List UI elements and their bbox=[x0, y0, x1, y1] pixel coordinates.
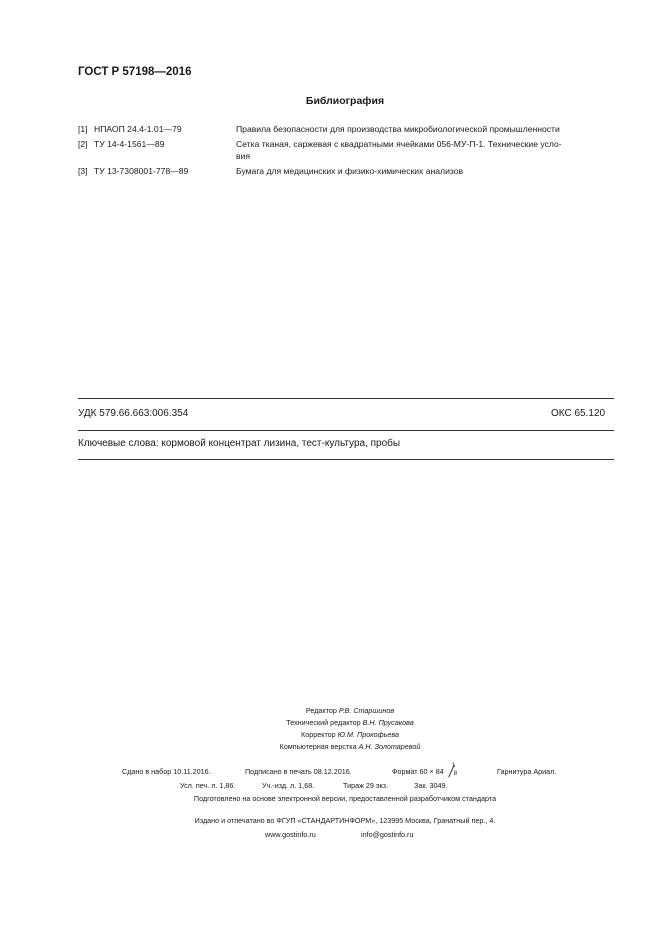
format-fraction bbox=[446, 767, 460, 777]
imprint-editor bbox=[200, 706, 500, 715]
imprint-publisher: Издано и отпечатано во ФГУП «СТАНДАРТИНФОРМ», 123995 Москва, Гранатный пер., 4. bbox=[194, 816, 496, 825]
imprint-tech-editor bbox=[200, 718, 500, 727]
bib-text-1: Правила безопасности для производства микробиологической промышленности bbox=[236, 124, 560, 134]
imprint-signed: Подписано в печать 08.12.2016. bbox=[245, 767, 352, 776]
imprint-typeface: Гарнитура Ариал. bbox=[497, 767, 557, 776]
tech-editor-name: В.Н. Прусакова bbox=[362, 718, 414, 727]
divider-middle bbox=[78, 430, 614, 431]
imprint-format bbox=[392, 767, 460, 777]
imprint-print-sheets: Усл. печ. л. 1,86. bbox=[180, 781, 236, 790]
divider-top bbox=[78, 398, 614, 399]
tech-editor-label: Технический редактор bbox=[286, 718, 361, 727]
layout-label: Компьютерная верстка bbox=[279, 742, 357, 751]
divider-bottom bbox=[78, 459, 614, 460]
imprint-pub-sheets: Уч.-изд. л. 1,68. bbox=[262, 781, 315, 790]
standard-number: ГОСТ Р 57198—2016 bbox=[78, 66, 192, 78]
oks-code: ОКС 65.120 bbox=[551, 408, 606, 419]
bib-num-3: [3] bbox=[78, 166, 88, 176]
bib-code-2: ТУ 14-4-1561—89 bbox=[94, 139, 165, 149]
imprint-circulation: Тираж 29 экз. bbox=[343, 781, 389, 790]
format-denominator: 8 bbox=[453, 771, 458, 778]
imprint-layout bbox=[200, 742, 500, 751]
publisher-email: info@gostinfo.ru bbox=[361, 830, 414, 839]
bib-num-1: [1] bbox=[78, 124, 88, 134]
udk-code: УДК 579.66.663:006.354 bbox=[78, 408, 189, 419]
bib-text-2-line-2: вия bbox=[236, 151, 251, 161]
bib-text-2-line-1: Сетка тканая, саржевая с квадратными ячейками 056-МУ-П-1. Технические усло- bbox=[236, 139, 562, 149]
publisher-website: www.gostinfo.ru bbox=[265, 830, 316, 839]
bib-code-3: ТУ 13-7308001-778—89 bbox=[94, 166, 189, 176]
bibliography-title: Библиография bbox=[305, 95, 385, 107]
layout-name: А.Н. Золотаревой bbox=[358, 742, 421, 751]
bib-num-2: [2] bbox=[78, 139, 88, 149]
editor-name: Р.В. Старшинов bbox=[338, 706, 395, 715]
editor-label: Редактор bbox=[305, 706, 337, 715]
imprint-order: Зак. 3049. bbox=[414, 781, 448, 790]
imprint-corrector bbox=[200, 730, 500, 739]
keywords: Ключевые слова: кормовой концентрат лизина, тест-культура, пробы bbox=[78, 438, 401, 449]
imprint-submitted: Сдано в набор 10.11.2016. bbox=[122, 767, 211, 776]
bib-code-1: НПАОП 24.4-1.01—79 bbox=[94, 124, 182, 134]
corrector-label: Корректор bbox=[301, 730, 336, 739]
format-label: Формат 60 × 84 bbox=[392, 767, 444, 776]
corrector-name: Ю.М. Прокофьева bbox=[337, 730, 399, 739]
imprint-prepared: Подготовлено на основе электронной версии, предоставленной разработчиком стандарта bbox=[193, 794, 497, 803]
bib-text-3: Бумага для медицинских и физико-химических анализов bbox=[236, 166, 464, 176]
